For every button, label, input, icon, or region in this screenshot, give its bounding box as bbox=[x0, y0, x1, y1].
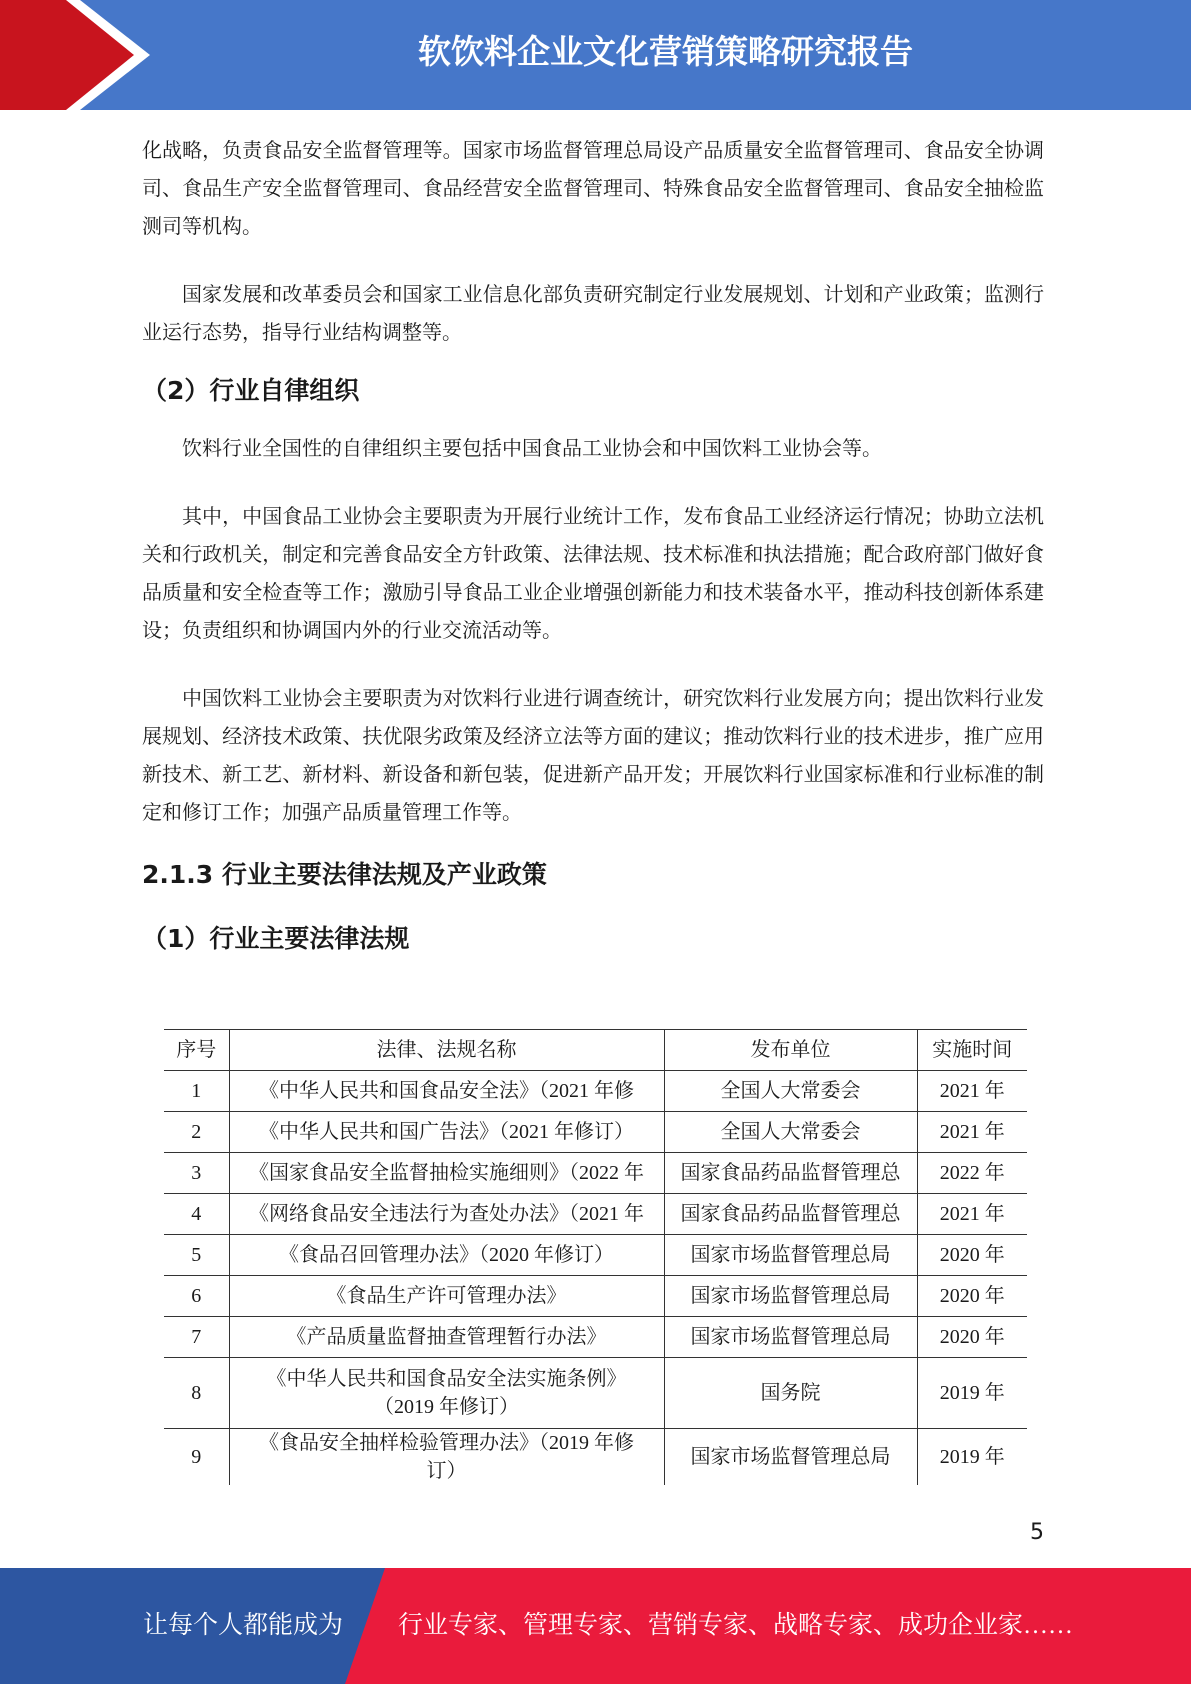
cell-publisher: 国家食品药品监督管理总 bbox=[680, 1203, 901, 1225]
cell-date: 2021 年 bbox=[917, 1071, 1027, 1112]
header-chevron-icon bbox=[0, 0, 160, 110]
table-row bbox=[164, 1358, 1027, 1429]
table-row bbox=[164, 1235, 1027, 1276]
cell-no: 8 bbox=[164, 1358, 229, 1429]
cell-law-name: 《食品召回管理办法》（2020 年修订） bbox=[229, 1235, 664, 1276]
document-body bbox=[142, 132, 1044, 978]
header-cell-name: 法律、法规名称 bbox=[229, 1030, 664, 1071]
footer-slogan-right: 行业专家、管理专家、营销专家、战略专家、成功企业家…… bbox=[398, 1612, 1074, 1639]
cell-no: 6 bbox=[164, 1276, 229, 1317]
cell-no: 9 bbox=[164, 1429, 229, 1486]
header-cell-publisher: 发布单位 bbox=[664, 1030, 917, 1071]
cell-date: 2020 年 bbox=[917, 1235, 1027, 1276]
cell-publisher: 全国人大常委会 bbox=[664, 1112, 917, 1153]
paragraph-food-industry-association: 其中，中国食品工业协会主要职责为开展行业统计工作，发布食品工业经济运行情况；协助立法机关和行政机关，制定和完善食品安全方针政策、法律法规、技术标准和执法措施；配合政府部门做好食品质量和安全检查等工作；激励引导食品工业企业增强创新能力和技术装备水平，推动科技创新体系建设；负责组织和协调国内外的行业交流活动等。 bbox=[142, 506, 1044, 642]
cell-publisher: 国家市场监督管理总局 bbox=[664, 1235, 917, 1276]
table-row bbox=[164, 1153, 1027, 1194]
cell-law-name: 《国家食品安全监督抽检实施细则》（2022 年 bbox=[249, 1162, 644, 1184]
table-row bbox=[164, 1194, 1027, 1235]
section-title-laws-policies: 2.1.3 行业主要法律法规及产业政策 bbox=[142, 860, 547, 889]
cell-law-name-line2: （2019 年修订） bbox=[374, 1396, 519, 1418]
cell-no: 1 bbox=[164, 1071, 229, 1112]
table-row bbox=[164, 1112, 1027, 1153]
cell-law-name: 《中华人民共和国广告法》（2021 年修订） bbox=[259, 1121, 634, 1143]
cell-law-name-line1: 《中华人民共和国食品安全法实施条例》 bbox=[266, 1368, 627, 1390]
heading-main-laws: （1）行业主要法律法规 bbox=[142, 924, 410, 953]
cell-law-name-line1: 《食品安全抽样检验管理办法》（2019 年修 bbox=[259, 1432, 634, 1454]
cell-date: 2019 年 bbox=[917, 1429, 1027, 1486]
table-header-row bbox=[164, 1030, 1027, 1071]
table-row bbox=[164, 1429, 1027, 1486]
cell-date: 2020 年 bbox=[917, 1276, 1027, 1317]
cell-publisher: 国家市场监督管理总局 bbox=[664, 1276, 917, 1317]
cell-date: 2019 年 bbox=[917, 1358, 1027, 1429]
page-number: 5 bbox=[1030, 1520, 1044, 1545]
page-header bbox=[0, 0, 1191, 110]
cell-law-name: 《食品生产许可管理办法》 bbox=[229, 1276, 664, 1317]
cell-law-name bbox=[229, 1429, 664, 1486]
laws-table bbox=[164, 1029, 1027, 1485]
header-cell-no: 序号 bbox=[164, 1030, 229, 1071]
cell-law-name-line2: 订） bbox=[426, 1460, 467, 1482]
cell-no: 5 bbox=[164, 1235, 229, 1276]
cell-law-name: 《产品质量监督抽查管理暂行办法》 bbox=[229, 1317, 664, 1358]
cell-publisher: 国家市场监督管理总局 bbox=[664, 1429, 917, 1486]
paragraph-regulator-departments: 化战略，负责食品安全监督管理等。国家市场监督管理总局设产品质量安全监督管理司、食品安全协调司、食品生产安全监督管理司、食品经营安全监督管理司、特殊食品安全监督管理司、食品安全抽检监测司等机构。 bbox=[142, 140, 1044, 238]
cell-date: 2021 年 bbox=[917, 1112, 1027, 1153]
footer-slogan-left: 让每个人都能成为 bbox=[143, 1612, 344, 1639]
paragraph-beverage-industry-association: 中国饮料工业协会主要职责为对饮料行业进行调查统计，研究饮料行业发展方向；提出饮料行业发展规划、经济技术政策、扶优限劣政策及经济立法等方面的建议；推动饮料行业的技术进步，推广应用新技术、新工艺、新材料、新设备和新包装，促进新产品开发；开展饮料行业国家标准和行业标准的制定和修订工作；加强产品质量管理工作等。 bbox=[142, 688, 1044, 824]
paragraph-ndrc-miit: 国家发展和改革委员会和国家工业信息化部负责研究制定行业发展规划、计划和产业政策；监测行业运行态势，指导行业结构调整等。 bbox=[142, 284, 1044, 344]
table-row bbox=[164, 1071, 1027, 1112]
cell-no: 7 bbox=[164, 1317, 229, 1358]
table-row bbox=[164, 1317, 1027, 1358]
cell-publisher: 国务院 bbox=[664, 1358, 917, 1429]
cell-publisher: 国家市场监督管理总局 bbox=[664, 1317, 917, 1358]
cell-law-name: 《中华人民共和国食品安全法》（2021 年修 bbox=[259, 1080, 634, 1102]
paragraph-self-regulatory-intro: 饮料行业全国性的自律组织主要包括中国食品工业协会和中国饮料工业协会等。 bbox=[182, 438, 882, 460]
heading-self-regulatory-orgs: （2）行业自律组织 bbox=[142, 376, 360, 405]
cell-date: 2021 年 bbox=[917, 1194, 1027, 1235]
page-footer bbox=[0, 1568, 1191, 1684]
cell-no: 4 bbox=[164, 1194, 229, 1235]
cell-law-name bbox=[229, 1358, 664, 1429]
report-title: 软饮料企业文化营销策略研究报告 bbox=[418, 32, 913, 71]
cell-no: 2 bbox=[164, 1112, 229, 1153]
header-cell-date: 实施时间 bbox=[917, 1030, 1027, 1071]
cell-law-name: 《网络食品安全违法行为查处办法》（2021 年 bbox=[249, 1203, 644, 1225]
cell-date: 2020 年 bbox=[917, 1317, 1027, 1358]
cell-publisher: 全国人大常委会 bbox=[664, 1071, 917, 1112]
table-row bbox=[164, 1276, 1027, 1317]
cell-publisher: 国家食品药品监督管理总 bbox=[680, 1162, 901, 1184]
cell-no: 3 bbox=[164, 1153, 229, 1194]
cell-date: 2022 年 bbox=[917, 1153, 1027, 1194]
